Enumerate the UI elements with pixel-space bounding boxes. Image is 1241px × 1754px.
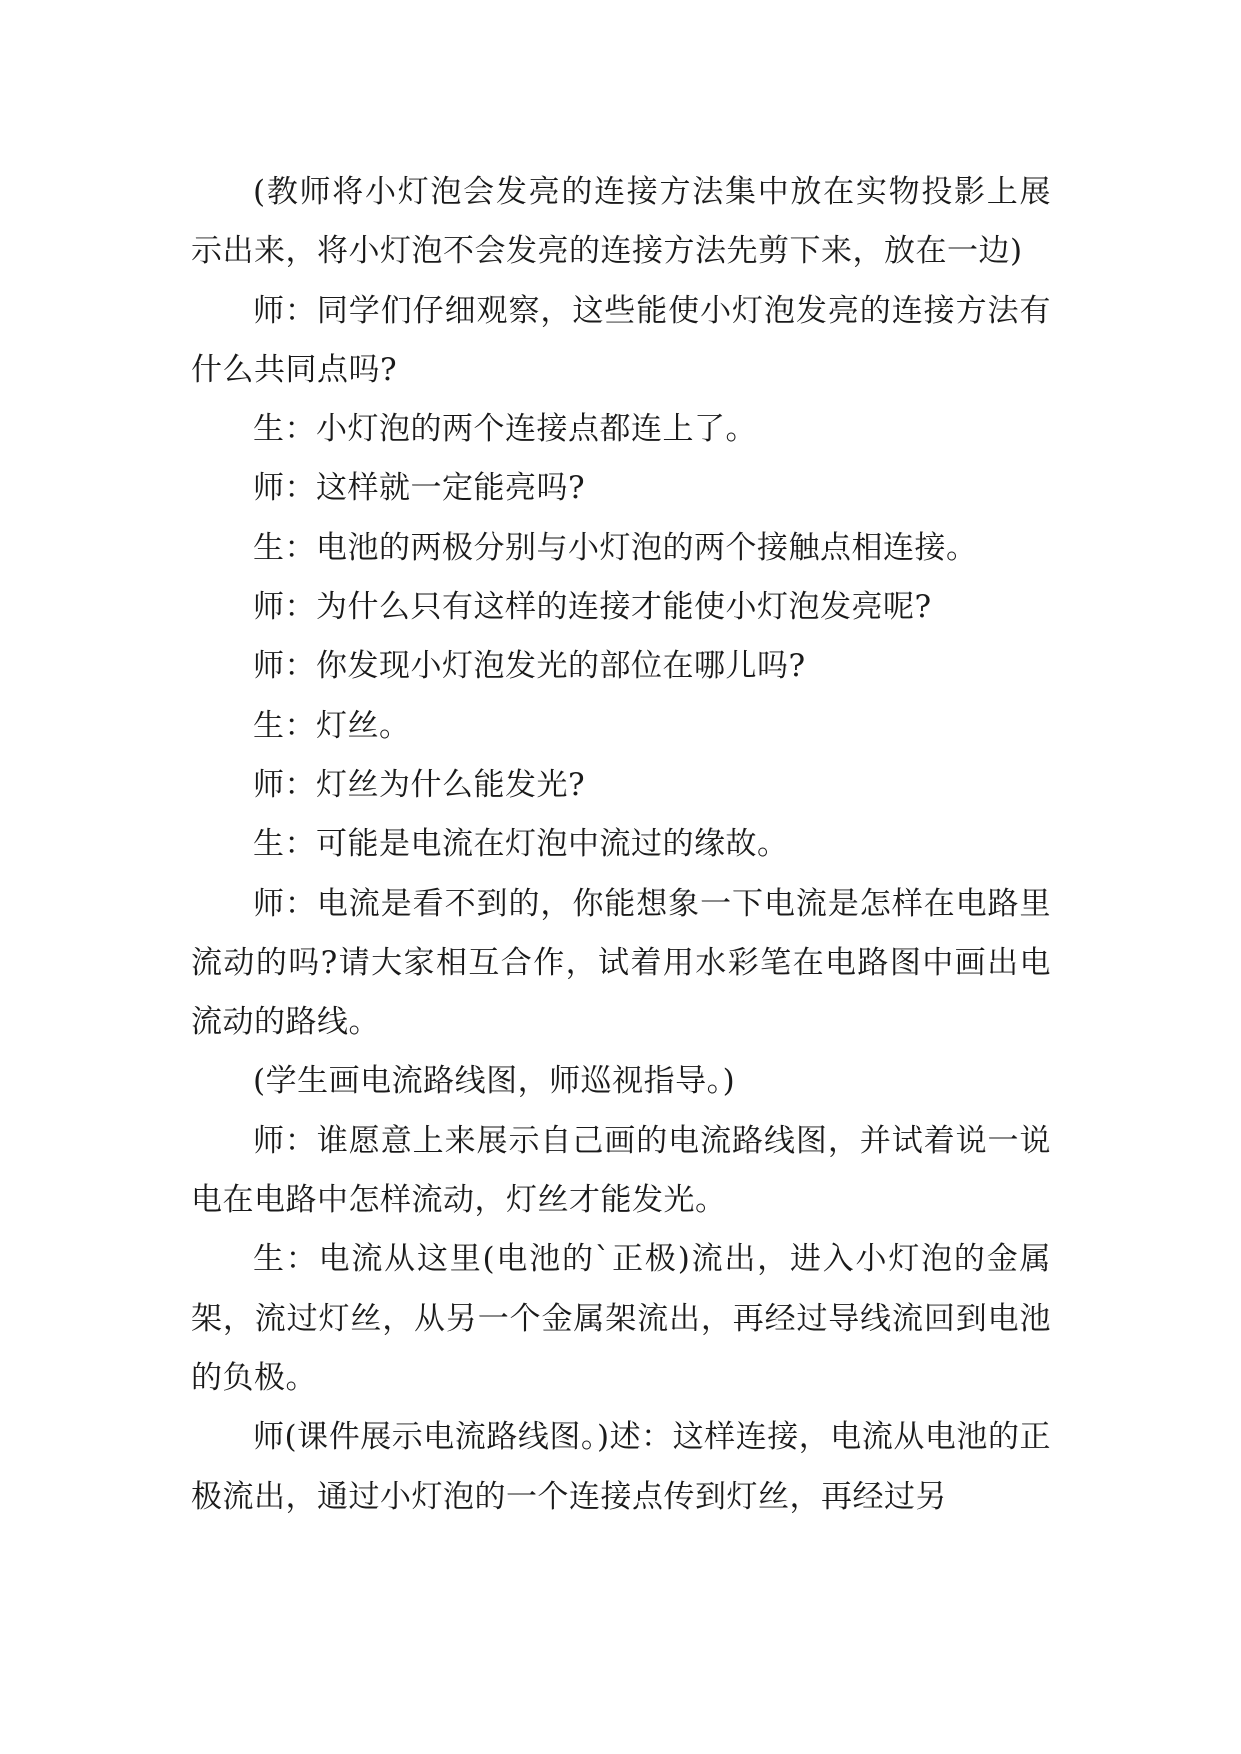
paragraph-teacher-question: 师：这样就一定能亮吗?	[253, 470, 586, 507]
paragraph-student-answer: 生：可能是电流在灯泡中流过的缘故。	[253, 826, 789, 863]
paragraph-teacher-question: 师：灯丝为什么能发光?	[253, 766, 586, 803]
paragraph-teacher-instruction: 师：谁愿意上来展示自己画的电流路线图，并试着说一说电在电路中怎样流动，灯丝才能发光。	[191, 1122, 1051, 1219]
document-body	[191, 163, 1051, 1527]
paragraph-student-activity: (学生画电流路线图，师巡视指导。)	[253, 1063, 736, 1100]
paragraph-teacher-question: 师：为什么只有这样的连接才能使小灯泡发亮呢?	[253, 589, 932, 626]
paragraph-teacher-action: (教师将小灯泡会发亮的连接方法集中放在实物投影上展示出来，将小灯泡不会发亮的连接方法先剪下来，放在一边)	[191, 174, 1051, 270]
paragraph-student-answer: 生：灯丝。	[253, 707, 411, 744]
paragraph-teacher-question: 师：同学们仔细观察，这些能使小灯泡发亮的连接方法有什么共同点吗?	[191, 292, 1051, 388]
paragraph-student-answer: 生：小灯泡的两个连接点都连上了。	[253, 411, 757, 448]
paragraph-student-answer: 生：电池的两极分别与小灯泡的两个接触点相连接。	[253, 529, 978, 566]
paragraph-teacher-instruction: 师：电流是看不到的，你能想象一下电流是怎样在电路里流动的吗?请大家相互合作，试着用水彩笔在电路图中画出电流动的路线。	[191, 885, 1051, 1041]
paragraph-student-answer: 生：电流从这里(电池的`正极)流出，进入小灯泡的金属架，流过灯丝，从另一个金属架流出，再经过导线流回到电池的负极。	[191, 1241, 1051, 1396]
paragraph-teacher-summary: 师(课件展示电流路线图。)述：这样连接，电流从电池的正极流出，通过小灯泡的一个连接点传到灯丝，再经过另	[191, 1419, 1051, 1515]
paragraph-teacher-question: 师：你发现小灯泡发光的部位在哪儿吗?	[253, 648, 806, 685]
